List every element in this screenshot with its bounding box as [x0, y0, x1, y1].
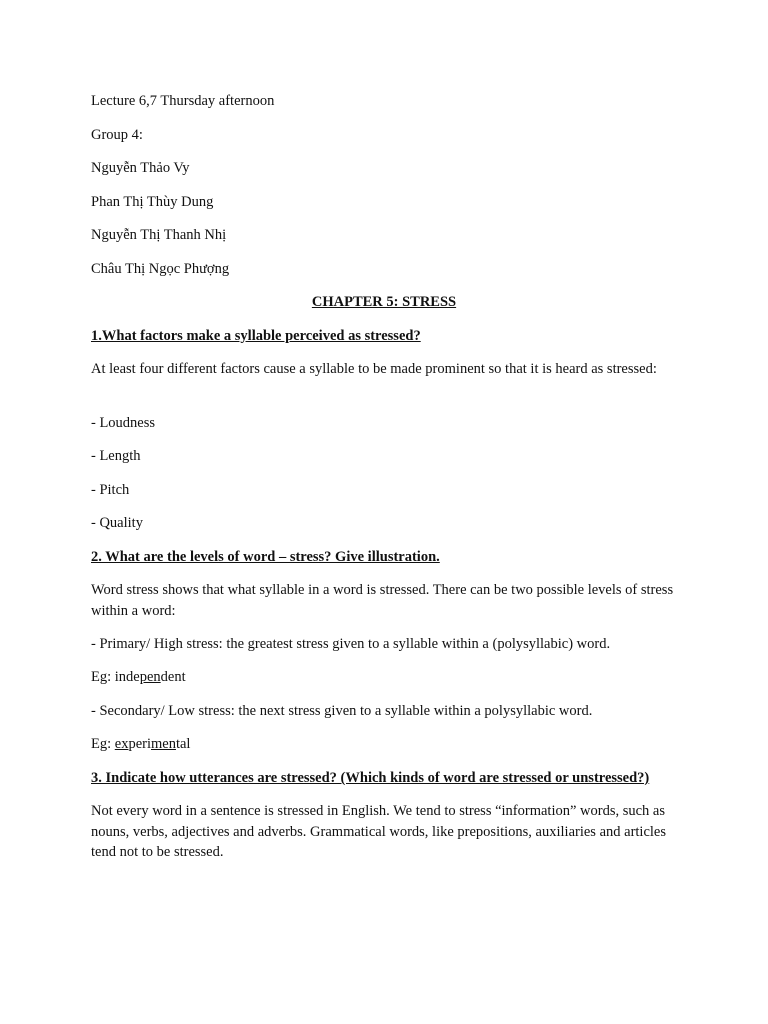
example-experimental — [91, 734, 681, 755]
stressed-syllable: men — [151, 736, 176, 752]
question-2-intro: Word stress shows that what syllable in a word is stressed. There can be two possible levels of stress within a word: — [91, 582, 674, 619]
example-prefix: Eg: — [91, 736, 115, 752]
lecture-line: Lecture 6,7 Thursday afternoon — [91, 93, 275, 109]
example-independent — [91, 667, 681, 688]
member-name: Nguyễn Thị Thanh Nhị — [91, 227, 227, 243]
group-label: Group 4: — [91, 127, 143, 143]
factor-item: - Loudness — [91, 415, 156, 431]
secondary-stress-definition: - Secondary/ Low stress: the next stress given to a syllable within a polysyllabic word. — [91, 703, 593, 719]
primary-stress-definition: - Primary/ High stress: the greatest stress given to a syllable within a (polysyllabic) word. — [91, 636, 611, 652]
factor-item: - Length — [91, 448, 141, 464]
question-1-intro: At least four different factors cause a syllable to be made prominent so that it is heard as stressed: — [91, 361, 657, 377]
question-3-heading: 3. Indicate how utterances are stressed? (Which kinds of word are stressed or unstressed?) — [91, 770, 650, 786]
example-suffix: tal — [175, 736, 191, 752]
factor-item: - Quality — [91, 515, 143, 531]
member-name: Nguyễn Thảo Vy — [91, 160, 190, 176]
example-suffix: dent — [160, 669, 186, 685]
member-name: Phan Thị Thùy Dung — [91, 194, 214, 210]
member-name: Châu Thị Ngọc Phượng — [91, 261, 230, 277]
question-2-heading: 2. What are the levels of word – stress? Give illustration. — [91, 549, 440, 565]
example-prefix: Eg: inde — [91, 669, 140, 685]
question-1-heading: 1.What factors make a syllable perceived as stressed? — [91, 328, 421, 344]
stressed-syllable: pen — [139, 669, 161, 685]
stressed-syllable: ex — [114, 736, 129, 752]
factor-item: - Pitch — [91, 482, 130, 498]
example-middle: peri — [128, 736, 151, 752]
question-3-body: Not every word in a sentence is stressed in English. We tend to stress “information” words, such as nouns, verbs, adjectives and adverbs. Grammatical words, like prepositions, auxiliaries and articles tend not to be stressed. — [91, 803, 667, 860]
chapter-title: CHAPTER 5: STRESS — [311, 294, 457, 310]
